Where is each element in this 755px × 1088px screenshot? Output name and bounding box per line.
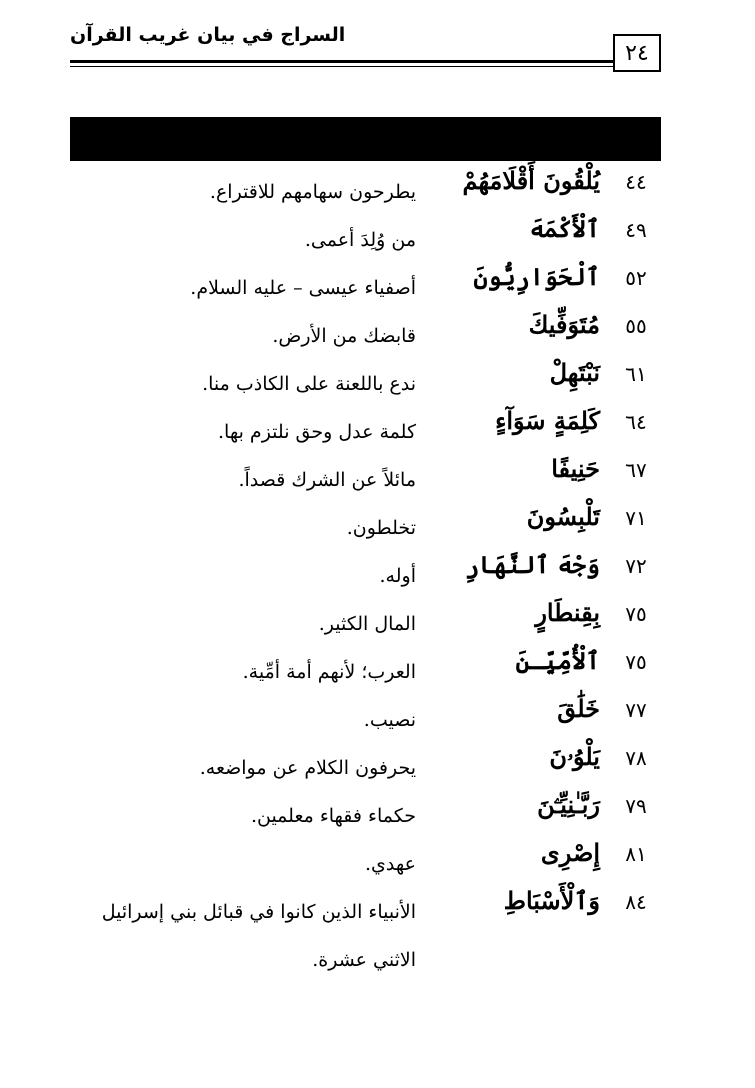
- word-meaning: كلمة عدل وحق نلتزم بها.: [218, 421, 416, 443]
- glossary-row: [0, 692, 755, 738]
- word-meaning: مائلاً عن الشرك قصداً.: [238, 469, 416, 491]
- glossary-row: [0, 884, 755, 984]
- verse-number: ٦٤: [625, 410, 647, 434]
- quran-word: وَٱلْأَسْبَاطِ: [503, 886, 600, 915]
- glossary-row: [0, 500, 755, 546]
- word-meaning: عهدي.: [365, 853, 416, 875]
- word-meaning: الأنبياء الذين كانوا في قبائل بني إسرائيل الاثني عشرة.: [101, 901, 416, 971]
- quran-word: يُلْقُونَ أَقْلَامَهُمْ: [462, 166, 600, 195]
- quran-word: حَنِيفًا: [551, 454, 600, 483]
- glossary-row: [0, 452, 755, 498]
- verse-number: ٨٤: [625, 890, 647, 914]
- verse-number: ٨١: [625, 842, 647, 866]
- quran-word: تَلْبِسُونَ: [526, 502, 600, 531]
- glossary-row: [0, 356, 755, 402]
- page-number: ٢٤: [625, 40, 649, 66]
- verse-number: ٦١: [625, 362, 647, 386]
- verse-number: ٧٨: [625, 746, 647, 770]
- quran-word: بِقِنطَارٍ: [535, 598, 600, 627]
- glossary-row: [0, 164, 755, 210]
- word-meaning: يطرحون سهامهم للاقتراع.: [209, 181, 416, 203]
- word-meaning: المال الكثير.: [318, 613, 416, 635]
- word-meaning: يحرفون الكلام عن مواضعه.: [199, 757, 416, 779]
- quran-word: رَبَّـٰنِيِّـۧنَ: [537, 790, 600, 819]
- quran-word: خَلَٰقَ: [557, 694, 600, 723]
- glossary-row: [0, 548, 755, 594]
- verse-number: ٦٧: [625, 458, 647, 482]
- verse-number: ٧٥: [625, 602, 647, 626]
- glossary-row: [0, 212, 755, 258]
- word-meaning: ندع باللعنة على الكاذب منا.: [202, 373, 416, 395]
- header-rule-thin: [70, 66, 615, 67]
- page-number-box: [613, 34, 661, 72]
- quran-word: ٱلْحَوَارِيُّونَ: [473, 262, 600, 291]
- word-meaning: حكماء فقهاء معلمين.: [250, 805, 416, 827]
- verse-number: ٥٥: [625, 314, 647, 338]
- glossary-row: [0, 836, 755, 882]
- verse-number: ٧٧: [625, 698, 647, 722]
- word-meaning: أصفياء عيسى – عليه السلام.: [190, 277, 416, 299]
- quran-word: مُتَوَفِّيكَ: [528, 310, 600, 339]
- verse-number: ٧٢: [625, 554, 647, 578]
- verse-number: ٧١: [625, 506, 647, 530]
- glossary-row: [0, 308, 755, 354]
- verse-number: ٤٩: [625, 218, 647, 242]
- quran-word: نَبْتَهِلْ: [549, 358, 600, 387]
- quran-word: إِصْرِى: [540, 838, 600, 867]
- glossary-row: [0, 788, 755, 834]
- glossary-row: [0, 260, 755, 306]
- quran-word: وَجْهَ ٱلنَّهَارِ: [465, 550, 600, 579]
- quran-word: يَلْوُۥنَ: [549, 742, 600, 771]
- glossary-row: [0, 596, 755, 642]
- verse-number: ٥٢: [625, 266, 647, 290]
- quran-word: ٱلْأَكْمَهَ: [529, 214, 600, 243]
- word-meaning: نصيب.: [363, 709, 416, 731]
- word-meaning: العرب؛ لأنهم أمة أمِّية.: [242, 661, 416, 683]
- header-rule-thick: [70, 60, 615, 63]
- quran-word: ٱلْأُمِّيِّـنَ: [515, 646, 600, 675]
- word-meaning: قابضك من الأرض.: [272, 325, 416, 347]
- word-meaning: أوله.: [379, 565, 416, 587]
- verse-number: ٧٥: [625, 650, 647, 674]
- glossary-row: [0, 404, 755, 450]
- word-meaning: تخلطون.: [346, 517, 416, 539]
- verse-number: ٤٤: [625, 170, 647, 194]
- section-heading-band: [70, 117, 661, 161]
- word-meaning: من وُلِدَ أعمى.: [304, 229, 416, 251]
- glossary-row: [0, 740, 755, 786]
- quran-word: كَلِمَةٍ سَوَآءٍ: [495, 406, 600, 435]
- glossary-row: [0, 644, 755, 690]
- verse-number: ٧٩: [625, 794, 647, 818]
- running-title: السراج في بيان غريب القرآن: [70, 24, 346, 46]
